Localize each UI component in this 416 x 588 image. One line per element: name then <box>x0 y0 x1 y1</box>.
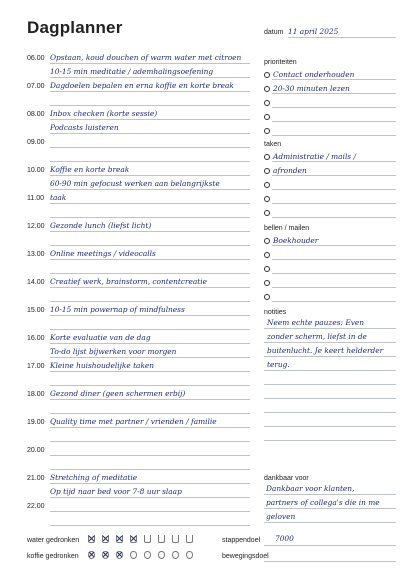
notes-line-text[interactable]: buitenlucht. Je keert helderder <box>267 346 384 355</box>
notes-line-text[interactable]: terug. <box>267 360 290 369</box>
schedule-line <box>50 413 250 414</box>
grateful-line-text[interactable]: Dankbaar voor klanten, <box>266 484 355 493</box>
tasks-checkbox[interactable] <box>264 154 270 160</box>
calls-checkbox[interactable] <box>264 294 270 300</box>
schedule-entry[interactable]: Dagdoelen bepalen en erna koffie en korte break <box>50 81 234 90</box>
coffee-cup-icon[interactable] <box>144 551 151 559</box>
tasks-line <box>272 217 396 218</box>
schedule-entry[interactable]: Kleine huishoudelijke taken <box>50 361 155 370</box>
priorities-line <box>272 93 396 94</box>
coffee-cup-icon[interactable] <box>88 551 95 559</box>
tasks-checkbox[interactable] <box>264 168 270 174</box>
schedule-line <box>50 175 250 176</box>
schedule-line <box>50 287 250 288</box>
priorities-label: prioriteiten <box>264 59 297 66</box>
tasks-line <box>272 203 396 204</box>
grateful-label: dankbaar voor <box>264 475 309 482</box>
schedule-line <box>50 217 250 218</box>
water-glass-icon[interactable] <box>130 535 137 543</box>
priorities-item[interactable]: 20-30 minuten lezen <box>273 84 350 93</box>
schedule-line <box>50 203 250 204</box>
calls-item[interactable]: Boekhouder <box>273 236 319 245</box>
schedule-entry[interactable]: Inbox checken (korte sessie) <box>50 109 158 118</box>
priorities-checkbox[interactable] <box>264 86 270 92</box>
time-label: 17.00 <box>27 363 45 370</box>
schedule-line <box>50 147 250 148</box>
schedule-entry[interactable]: taak <box>50 193 67 202</box>
schedule-line <box>50 357 250 358</box>
tasks-item[interactable]: Administratie / mails / <box>273 152 356 161</box>
steps-value[interactable]: 7000 <box>275 534 294 543</box>
priorities-line <box>272 135 396 136</box>
calls-checkbox[interactable] <box>264 266 270 272</box>
grateful-line-text[interactable]: geloven <box>266 512 296 521</box>
time-label: 11.00 <box>27 195 44 202</box>
tasks-checkbox[interactable] <box>264 182 270 188</box>
schedule-line <box>50 273 250 274</box>
tasks-label: taken <box>264 141 282 148</box>
schedule-line <box>50 385 250 386</box>
water-glass-icon[interactable] <box>172 535 179 543</box>
tasks-checkbox[interactable] <box>264 210 270 216</box>
schedule-line <box>50 441 250 442</box>
schedule-line <box>50 469 250 470</box>
schedule-entry[interactable]: Quality time met partner / vrienden / familie <box>50 417 217 426</box>
schedule-line <box>50 245 250 246</box>
time-label: 06.00 <box>27 55 45 62</box>
priorities-checkbox[interactable] <box>264 72 270 78</box>
tasks-line <box>272 189 396 190</box>
coffee-cup-icon[interactable] <box>102 551 109 559</box>
notes-line <box>264 328 396 329</box>
schedule-line <box>50 329 250 330</box>
water-glass-icon[interactable] <box>158 535 165 543</box>
grateful-line <box>264 508 396 509</box>
time-label: 07.00 <box>27 83 45 90</box>
schedule-line <box>50 91 250 92</box>
coffee-cup-icon[interactable] <box>172 551 179 559</box>
schedule-entry[interactable]: Gezond diner (geen schermen erbij) <box>50 389 186 398</box>
schedule-entry[interactable]: Korte evaluatie van de dag <box>50 333 151 342</box>
notes-line <box>264 440 396 441</box>
calls-line <box>272 259 396 260</box>
coffee-label: koffie gedronken <box>27 553 79 560</box>
priorities-line <box>272 107 396 108</box>
schedule-entry[interactable]: 10-15 min meditatie / ademhalingsoefening <box>50 67 214 76</box>
exercise-line <box>264 561 396 562</box>
schedule-line <box>50 105 250 106</box>
schedule-line <box>50 119 250 120</box>
grateful-line-text[interactable]: partners of collega's die in me <box>266 498 380 507</box>
calls-label: bellen / mailen <box>264 225 310 232</box>
time-label: 21.00 <box>27 475 45 482</box>
priorities-checkbox[interactable] <box>264 100 270 106</box>
calls-line <box>272 301 396 302</box>
coffee-cup-icon[interactable] <box>186 551 193 559</box>
grateful-line <box>264 494 396 495</box>
schedule-line <box>50 77 250 78</box>
notes-line-text[interactable]: Neem echte pauzes: Even <box>267 318 365 327</box>
time-label: 14.00 <box>27 279 45 286</box>
time-label: 15.00 <box>27 307 45 314</box>
calls-line <box>272 287 396 288</box>
date-value[interactable]: 11 april 2025 <box>288 27 339 36</box>
time-label: 19.00 <box>27 419 45 426</box>
schedule-line <box>50 343 250 344</box>
water-glass-icon[interactable] <box>88 535 95 543</box>
tasks-line <box>272 175 396 176</box>
schedule-entry[interactable]: Gezonde lunch (liefst licht) <box>50 221 152 230</box>
schedule-line <box>50 259 250 260</box>
schedule-entry[interactable]: Stretching of meditatie <box>50 473 138 482</box>
schedule-line <box>50 483 250 484</box>
calls-checkbox[interactable] <box>264 252 270 258</box>
exercise-label: bewegingsdoel <box>222 553 269 560</box>
schedule-entry[interactable]: To-do lijst bijwerken voor morgen <box>50 347 177 356</box>
schedule-line <box>50 133 250 134</box>
time-label: 16.00 <box>27 335 45 342</box>
notes-line <box>264 342 396 343</box>
time-label: 12.00 <box>27 223 45 230</box>
steps-line <box>264 545 396 546</box>
schedule-entry[interactable]: 10-15 min powernap of mindfulness <box>50 305 185 314</box>
time-label: 18.00 <box>27 391 45 398</box>
schedule-entry[interactable]: Podcasts luisteren <box>50 123 119 132</box>
schedule-entry[interactable]: Koffie en korte break <box>50 165 130 174</box>
time-label: 20.00 <box>27 447 45 454</box>
schedule-line <box>50 301 250 302</box>
notes-line-text[interactable]: zonder scherm, liefst in de <box>267 332 367 341</box>
notes-line <box>264 370 396 371</box>
tasks-line <box>272 161 396 162</box>
water-label: water gedronken <box>27 537 80 544</box>
schedule-line <box>50 371 250 372</box>
grateful-line <box>264 522 396 523</box>
coffee-cup-icon[interactable] <box>130 551 137 559</box>
tasks-item[interactable]: afronden <box>273 166 307 175</box>
priorities-line <box>272 79 396 80</box>
time-label: 22.00 <box>27 503 45 510</box>
schedule-entry[interactable]: Online meetings / videocalls <box>50 249 156 258</box>
water-glass-icon[interactable] <box>144 535 151 543</box>
schedule-entry[interactable]: Opstaan, koud douchen of warm water met citroen <box>50 53 242 62</box>
water-glass-icon[interactable] <box>186 535 193 543</box>
schedule-line <box>50 511 250 512</box>
coffee-cup-icon[interactable] <box>158 551 165 559</box>
water-glass-icon[interactable] <box>116 535 123 543</box>
schedule-line <box>50 63 250 64</box>
calls-line <box>272 245 396 246</box>
schedule-line <box>50 525 250 526</box>
schedule-line <box>50 231 250 232</box>
schedule-entry[interactable]: Creatief werk, brainstorm, contentcreatie <box>50 277 207 286</box>
schedule-entry[interactable]: Op tijd naar bed voor 7-8 uur slaap <box>50 487 182 496</box>
time-label: 13.00 <box>27 251 45 258</box>
schedule-line <box>50 161 250 162</box>
schedule-line <box>50 455 250 456</box>
coffee-cup-icon[interactable] <box>116 551 123 559</box>
priorities-checkbox[interactable] <box>264 128 270 134</box>
date-label: datum <box>264 29 284 36</box>
time-label: 10.00 <box>27 167 45 174</box>
date-line <box>288 37 396 38</box>
notes-line <box>264 356 396 357</box>
schedule-line <box>50 315 250 316</box>
calls-checkbox[interactable] <box>264 280 270 286</box>
calls-line <box>272 273 396 274</box>
notes-line <box>264 412 396 413</box>
water-glass-icon[interactable] <box>102 535 109 543</box>
priorities-checkbox[interactable] <box>264 114 270 120</box>
page-title: Dagplanner <box>27 18 123 37</box>
notes-line <box>264 426 396 427</box>
notes-line <box>264 384 396 385</box>
schedule-entry[interactable]: 60-90 min gefocust werken aan belangrijkste <box>50 179 220 188</box>
schedule-line <box>50 399 250 400</box>
time-label: 08.00 <box>27 111 45 118</box>
time-label: 09.00 <box>27 139 45 146</box>
steps-label: stappendoel <box>222 537 261 544</box>
schedule-line <box>50 427 250 428</box>
notes-label: notities <box>264 309 287 316</box>
notes-line <box>264 398 396 399</box>
priorities-line <box>272 121 396 122</box>
schedule-line <box>50 189 250 190</box>
calls-checkbox[interactable] <box>264 238 270 244</box>
priorities-item[interactable]: Contact onderhouden <box>273 70 355 79</box>
tasks-checkbox[interactable] <box>264 196 270 202</box>
schedule-line <box>50 497 250 498</box>
